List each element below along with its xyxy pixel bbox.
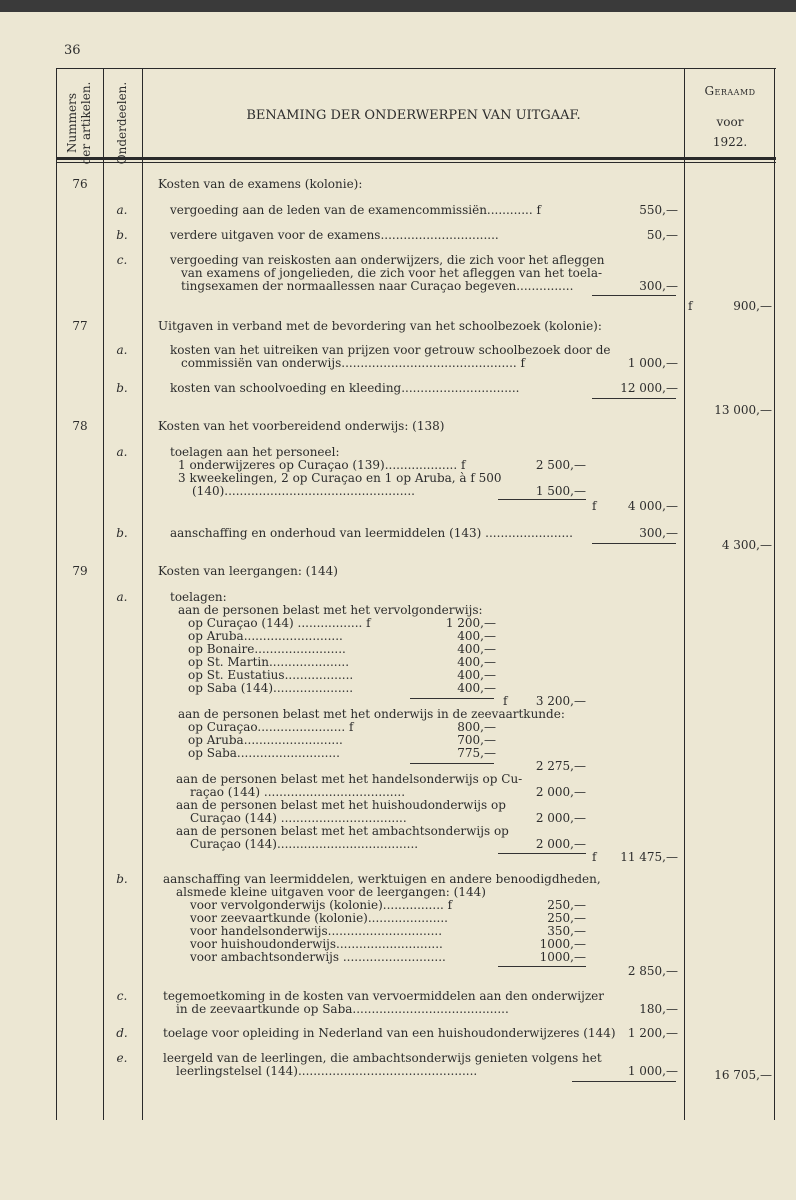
sum-line <box>498 966 586 967</box>
line-text: aan de personen belast met het vervolgonderwijs: <box>178 603 483 617</box>
currency-mark: f <box>503 694 508 708</box>
sub-letter: b. <box>116 526 128 540</box>
header-year: 1922. <box>712 135 748 149</box>
article-total: 900,— <box>733 299 772 313</box>
amount: 300,— <box>639 279 678 293</box>
line-text: voor ambachtsonderwijs ........................... <box>190 950 446 964</box>
amount: 4 000,— <box>627 499 678 513</box>
article-number: 78 <box>72 419 88 433</box>
amount: 1 200,— <box>445 616 496 630</box>
line-text: in de zeevaartkunde op Saba......................................... <box>176 1002 509 1016</box>
line-text: voor zeevaartkunde (kolonie)..................... <box>190 911 448 925</box>
line-text: op Curaçao....................... f <box>188 720 354 734</box>
sub-letter: a. <box>116 203 128 217</box>
line-text: kosten van het uitreiken van prijzen voor getrouw schoolbezoek door de <box>170 343 611 357</box>
header-title: BENAMING DER ONDERWERPEN VAN UITGAAF. <box>246 108 581 123</box>
sum-line <box>410 698 494 699</box>
sum-line <box>498 853 586 854</box>
amount: 50,— <box>646 228 678 242</box>
article-title: Uitgaven in verband met de bevordering van het schoolbezoek (kolonie): <box>158 319 602 333</box>
top-rule <box>56 68 776 69</box>
header-col-subdivisions: Onderdeelen. <box>115 81 129 165</box>
amount: 250,— <box>547 911 586 925</box>
amount: 2 500,— <box>535 458 586 472</box>
amount: 350,— <box>547 924 586 938</box>
line-text: alsmede kleine uitgaven voor de leergangen: (144) <box>176 885 486 899</box>
amount: 3 200,— <box>535 694 586 708</box>
line-text: op Saba........................... <box>188 746 340 760</box>
amount: 700,— <box>457 733 496 747</box>
line-text: op Aruba.......................... <box>188 733 343 747</box>
document-page <box>0 12 796 1200</box>
line-text: aan de personen belast met het onderwijs in de zeevaartkunde: <box>178 707 565 721</box>
sub-letter: a. <box>116 343 128 357</box>
line-text: van examens of jongelieden, die zich voor het afleggen van het toela- <box>181 266 603 280</box>
line-text: op Curaçao (144) ................. f <box>188 616 371 630</box>
sub-letter: c. <box>116 989 128 1003</box>
line-text: vergoeding aan de leden van de examencommissiën............ f <box>170 203 541 217</box>
line-text: op Bonaire........................ <box>188 642 346 656</box>
page-number: 36 <box>64 43 81 58</box>
line-text: op Aruba.......................... <box>188 629 343 643</box>
line-text: toelagen aan het personeel: <box>170 445 340 459</box>
sub-letter: e. <box>116 1051 128 1065</box>
amount: 400,— <box>457 681 496 695</box>
line-text: 1 onderwijzeres op Curaçao (139)................... f <box>178 458 466 472</box>
article-total: 4 300,— <box>721 538 772 552</box>
right-border <box>774 68 775 1120</box>
currency-mark: f <box>688 299 693 313</box>
amount: 2 850,— <box>627 964 678 978</box>
article-number: 79 <box>72 564 88 578</box>
article-total: 16 705,— <box>714 1068 772 1082</box>
sub-letter: c. <box>116 253 128 267</box>
amount: 800,— <box>457 720 496 734</box>
line-text: vergoeding van reiskosten aan onderwijzers, die zich voor het afleggen <box>170 253 605 267</box>
line-text: verdere uitgaven voor de examens............................... <box>170 228 499 242</box>
sum-line <box>592 398 676 399</box>
line-text: tegemoetkoming in de kosten van vervoermiddelen aan den onderwijzer <box>163 989 605 1003</box>
line-text: 3 kweekelingen, 2 op Curaçao en 1 op Aruba, à f 500 <box>178 471 502 485</box>
article-title: Kosten van leergangen: (144) <box>158 564 338 578</box>
line-text: aanschaffing van leermiddelen, werktuigen en andere benoodigdheden, <box>163 872 601 886</box>
amount: 2 275,— <box>535 759 586 773</box>
line-text: leerlingstelsel (144)............................................... <box>176 1064 478 1078</box>
amount: 2 000,— <box>535 811 586 825</box>
header-estimated: Geraamd <box>704 84 756 98</box>
article-number: 77 <box>72 319 88 333</box>
sum-line <box>498 499 586 500</box>
amount: 400,— <box>457 642 496 656</box>
sum-line <box>410 763 494 764</box>
amount: 2 000,— <box>535 837 586 851</box>
article-title: Kosten van het voorbereidend onderwijs: (138) <box>158 419 445 433</box>
article-number: 76 <box>72 177 88 191</box>
header-rule-thin <box>56 162 776 163</box>
line-text: aan de personen belast met het ambachtsonderwijs op <box>176 824 509 838</box>
sub-letter: d. <box>116 1026 128 1040</box>
sub-letter: b. <box>116 381 128 395</box>
amount: 400,— <box>457 668 496 682</box>
header-for: voor <box>716 115 744 129</box>
line-text: kosten van schoolvoeding en kleeding............................... <box>170 381 520 395</box>
col-divider-3 <box>684 68 685 1120</box>
sum-line <box>592 543 676 544</box>
line-text: op St. Martin..................... <box>188 655 350 669</box>
sub-letter: b. <box>116 228 128 242</box>
amount: 1000,— <box>539 937 586 951</box>
amount: 1 200,— <box>627 1026 678 1040</box>
amount: 180,— <box>639 1002 678 1016</box>
article-title: Kosten van de examens (kolonie): <box>158 177 363 191</box>
line-text: commissiën van onderwijs.............................................. f <box>181 356 525 370</box>
amount: 1 500,— <box>535 484 586 498</box>
sub-letter: b. <box>116 872 128 886</box>
left-border <box>56 68 57 1120</box>
amount: 11 475,— <box>620 850 678 864</box>
currency-mark: f <box>592 499 597 513</box>
amount: 550,— <box>639 203 678 217</box>
col-divider-2 <box>142 68 143 1120</box>
line-text: toelagen: <box>170 590 227 604</box>
amount: 2 000,— <box>535 785 586 799</box>
amount: 1 000,— <box>627 1064 678 1078</box>
line-text: voor handelsonderwijs.............................. <box>190 924 443 938</box>
header-col-article-numbers: Nummers der artikelen. <box>65 81 93 165</box>
line-text: voor vervolgonderwijs (kolonie)................ f <box>190 898 453 912</box>
amount: 1 000,— <box>627 356 678 370</box>
header-rule <box>56 157 776 160</box>
line-text: raçao (144) ..................................... <box>190 785 406 799</box>
line-text: leergeld van de leerlingen, die ambachtsonderwijs genieten volgens het <box>163 1051 602 1065</box>
line-text: voor huishoudonderwijs............................ <box>190 937 443 951</box>
line-text: aan de personen belast met het huishoudonderwijs op <box>176 798 506 812</box>
line-text: op St. Eustatius.................. <box>188 668 354 682</box>
line-text: (140).................................................. <box>192 484 415 498</box>
line-text: Curaçao (144) ................................. <box>190 811 407 825</box>
amount: 1000,— <box>539 950 586 964</box>
amount: 250,— <box>547 898 586 912</box>
amount: 775,— <box>457 746 496 760</box>
amount: 300,— <box>639 526 678 540</box>
amount: 12 000,— <box>620 381 678 395</box>
amount: 400,— <box>457 629 496 643</box>
line-text: aanschaffing en onderhoud van leermiddelen (143) ....................... <box>170 526 573 540</box>
sum-line <box>572 1081 676 1082</box>
line-text: toelage voor opleiding in Nederland van een huishoudonderwijzeres (144) <box>163 1026 616 1040</box>
currency-mark: f <box>592 850 597 864</box>
amount: 400,— <box>457 655 496 669</box>
sub-letter: a. <box>116 445 128 459</box>
sum-line <box>592 295 676 296</box>
line-text: aan de personen belast met het handelsonderwijs op Cu- <box>176 772 523 786</box>
line-text: op Saba (144)..................... <box>188 681 354 695</box>
sub-letter: a. <box>116 590 128 604</box>
article-total: 13 000,— <box>714 403 772 417</box>
line-text: tingsexamen der normaallessen naar Curaçao begeven............... <box>181 279 574 293</box>
line-text: Curaçao (144)..................................... <box>190 837 419 851</box>
